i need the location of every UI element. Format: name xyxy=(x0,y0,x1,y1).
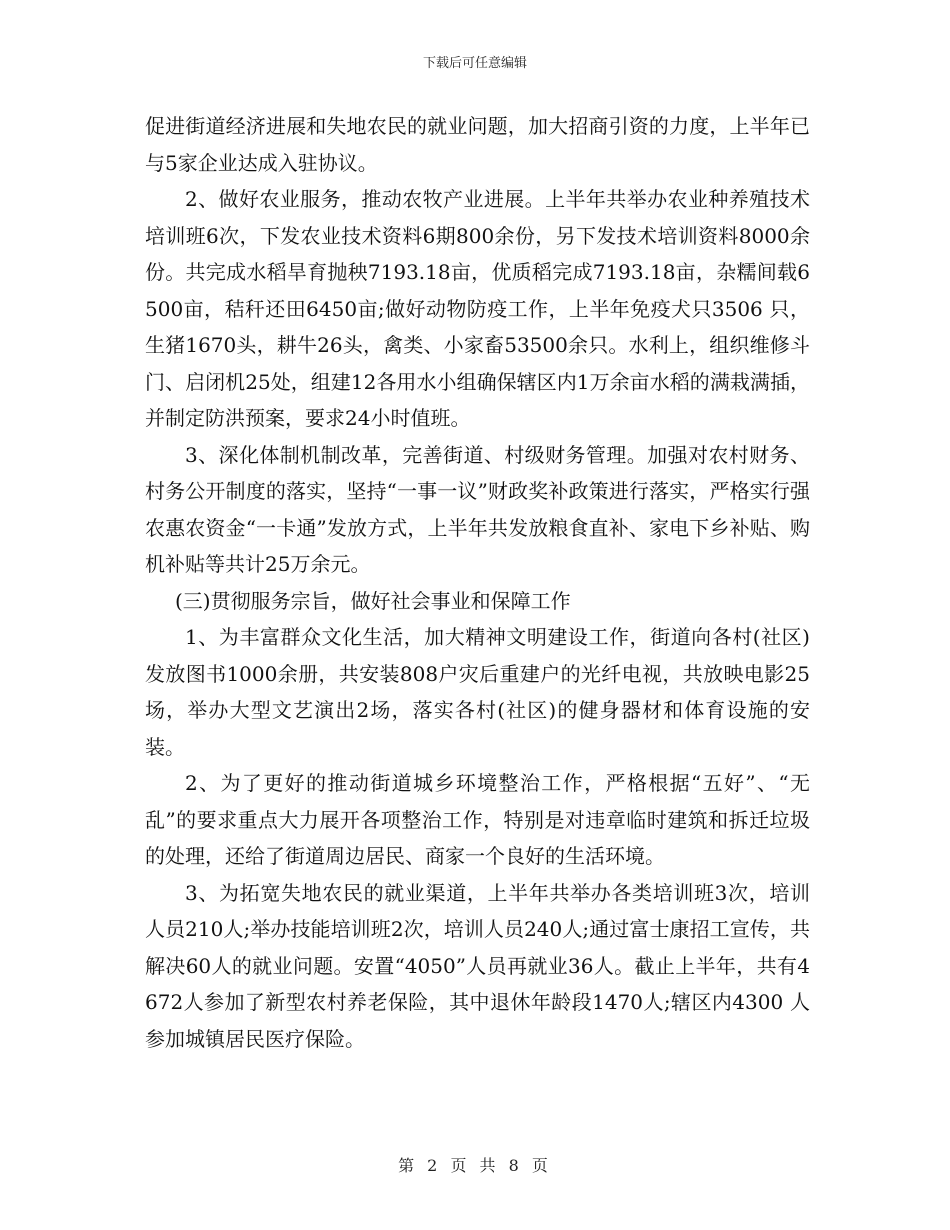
paragraph-employment: 3、为拓宽失地农民的就业渠道，上半年共举办各类培训班3次，培训人员210人;举办技能培训班2次，培训人员240人;通过富士康招工宣传，共解决60人的就业问题。安置“4050”人员再就业36人。截止上半年，共有4672人参加了新型农村养老保险，其中退休年龄段1470人;辖区内4300 人参加城镇居民医疗保险。 xyxy=(145,880,810,1051)
paragraph-agriculture-service: 2、做好农业服务，推动农牧产业进展。上半年共举办农业种养殖技术培训班6次，下发农业技术资料6期800余份，另下发技术培训资料8000余份。共完成水稻旱育抛秧7193.18亩，优质稻完成7193.18亩，杂糯间载6500亩，秸秆还田6450亩;做好动物防疫工作，上半年免疫犬只3506 只，生猪1670头，耕牛26头，禽类、小家畜53500余只。水利上，组织维修斗门、启闭机25处，组建12各用水小组确保辖区内1万余亩水稻的满栽满插，并制定防洪预案，要求24小时值班。 xyxy=(145,187,810,430)
section-heading-social-affairs: (三)贯彻服务宗旨，做好社会事业和保障工作 xyxy=(175,588,571,613)
paragraph-culture-life: 1、为丰富群众文化生活，加大精神文明建设工作，街道向各村(社区)发放图书1000余册，共安装808户灾后重建户的光纤电视，共放映电影25场，举办大型文艺演出2场，落实各村(社区)的健身器材和体育设施的安装。 xyxy=(145,625,810,759)
paragraph-system-reform: 3、深化体制机制改革，完善街道、村级财务管理。加强对农村财务、村务公开制度的落实，坚持“一事一议”财政奖补政策进行落实，严格实行强农惠农资金“一卡通”发放方式，上半年共发放粮食直补、家电下乡补贴、购机补贴等共计25万余元。 xyxy=(145,442,810,576)
page-header: 下载后可任意编辑 xyxy=(422,56,527,71)
page-footer: 第 2 页 共 8 页 xyxy=(398,1156,552,1175)
paragraph-continuation: 促进街道经济进展和失地农民的就业问题，加大招商引资的力度，上半年已与5家企业达成入驻协议。 xyxy=(145,114,810,175)
document-body xyxy=(145,108,810,1057)
paragraph-environment: 2、为了更好的推动街道城乡环境整治工作，严格根据“五好”、“无乱”的要求重点大力展开各项整治工作，特别是对违章临时建筑和拆迁垃圾的处理，还给了街道周边居民、商家一个良好的生活环境。 xyxy=(145,771,810,868)
